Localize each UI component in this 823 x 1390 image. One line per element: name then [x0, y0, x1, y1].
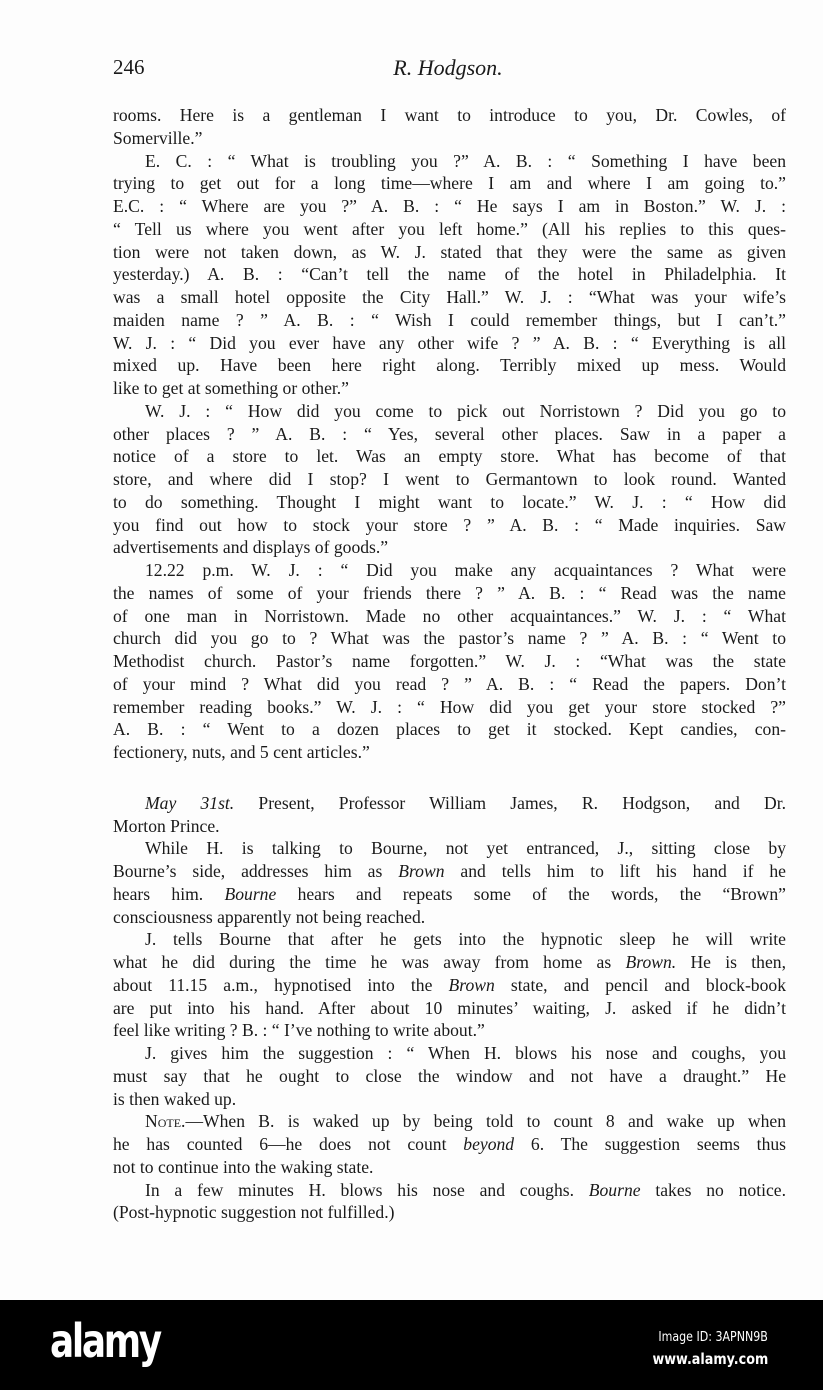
italic-text: May 31st.: [145, 792, 235, 813]
text-line: W. J. : “ How did you come to pick out Norristown ? Did you go to: [145, 400, 786, 421]
text-segment: takes no notice.: [640, 1179, 786, 1200]
text-line: Somerville.”: [113, 127, 203, 148]
italic-text: Bourne: [588, 1179, 641, 1200]
text-segment: state, and pencil and block-book: [494, 974, 786, 995]
text-line: of one man in Norristown. Made no other acquaintances.” W. J. : “ What: [113, 605, 786, 626]
text-line: to do something. Thought I might want to locate.” W. J. : “ How did: [113, 491, 786, 512]
text-line: Methodist church. Pastor’s name forgotten.” W. J. : “What was the state: [113, 651, 786, 671]
text-segment: what he did during the time he was away from home as: [113, 952, 626, 972]
text-line: mixed up. Have been here right along. Terribly mixed up mess. Would: [113, 355, 786, 376]
text-line: “ Tell us where you went after you left home.” (All his replies to this ques-: [113, 218, 786, 239]
text-line: of your mind ? What did you read ? ” A. B. : “ Read the papers. Don’t: [113, 673, 786, 694]
site-url: www.alamy.com: [652, 1350, 768, 1368]
paragraph: [113, 400, 786, 559]
text-segment: 6. The suggestion seems thus: [514, 1134, 787, 1154]
text-segment: he has counted 6—he does not count: [113, 1134, 464, 1154]
paragraph: [113, 1179, 786, 1225]
text-line: Morton Prince.: [113, 815, 220, 836]
paragraph: [113, 837, 786, 928]
running-title: R. Hodgson.: [393, 55, 503, 80]
text-line: you find out how to stock your store ? ” A. B. : “ Made inquiries. Saw: [113, 514, 786, 535]
text-line: advertisements and displays of goods.”: [113, 537, 389, 558]
page-number: 246: [113, 55, 145, 79]
text-line: maiden name ? ” A. B. : “ Wish I could remember things, but I can’t.”: [113, 309, 786, 330]
text-line: rooms. Here is a gentleman I want to introduce to you, Dr. Cowles, of: [113, 105, 786, 125]
text-line: E. C. : “ What is troubling you ?” A. B. : “ Something I have been: [145, 150, 786, 171]
text-line: [113, 1110, 786, 1133]
text-line: [113, 792, 786, 815]
text-line: tion were not taken down, as W. J. stated that they were the same as given: [113, 241, 786, 262]
text-segment: Bourne’s side, addresses him as: [113, 861, 399, 881]
text-line: (Post-hypnotic suggestion not fulfilled.): [113, 1202, 395, 1223]
text-segment: and tells him to lift his hand if he: [444, 861, 786, 881]
text-segment: hears and repeats some of the words, the “Brown”: [276, 883, 786, 904]
watermark-banner: [0, 1300, 823, 1390]
text-segment: Present, Professor William James, R. Hodgson, and Dr.: [234, 792, 786, 813]
text-line: other places ? ” A. B. : “ Yes, several other places. Saw in a paper a: [113, 423, 786, 444]
paragraph: [113, 928, 786, 1042]
text-line: consciousness apparently not being reached.: [113, 906, 426, 927]
italic-text: Bourne: [224, 883, 277, 904]
text-segment: hears him.: [113, 883, 225, 904]
text-line: [113, 883, 786, 906]
paragraph: [113, 1042, 786, 1110]
text-line: yesterday.) A. B. : “Can’t tell the name of the hotel in Philadelphia. It: [113, 264, 786, 285]
paragraph: [113, 104, 786, 150]
small-caps-text: Note.: [145, 1111, 186, 1132]
paragraph: [113, 792, 786, 838]
text-line: trying to get out for a long time—where I am and where I am going to.”: [113, 173, 786, 194]
text-line: is then waked up.: [113, 1088, 237, 1109]
paragraph: [113, 1110, 786, 1178]
text-line: not to continue into the waking state.: [113, 1156, 374, 1177]
page-body: [113, 104, 786, 1224]
text-segment: In a few minutes H. blows his nose and coughs.: [145, 1179, 589, 1200]
italic-text: Brown: [398, 861, 445, 881]
text-segment: about 11.15 a.m., hypnotised into the: [113, 974, 449, 995]
text-line: was a small hotel opposite the City Hall.” W. J. : “What was your wife’s: [113, 287, 786, 307]
text-line: 12.22 p.m. W. J. : “ Did you make any acquaintances ? What were: [145, 560, 786, 580]
italic-text: Brown.: [625, 952, 677, 972]
text-segment: —When B. is waked up by being told to count 8 and wake up when: [185, 1111, 786, 1132]
text-line: [113, 974, 786, 997]
text-line: feel like writing ? B. : “ I’ve nothing to write about.”: [113, 1020, 485, 1041]
text-line: fectionery, nuts, and 5 cent articles.”: [113, 742, 370, 762]
text-line: store, and where did I stop? I went to Germantown to look round. Wanted: [113, 469, 786, 489]
text-line: J. gives him the suggestion : “ When H. blows his nose and coughs, you: [145, 1043, 786, 1063]
text-line: the names of some of your friends there ? ” A. B. : “ Read was the name: [113, 582, 786, 603]
text-segment: He is then,: [676, 952, 786, 972]
paragraph: [113, 559, 786, 764]
text-line: notice of a store to let. Was an empty store. What has become of that: [113, 446, 786, 467]
paragraph: [113, 150, 786, 400]
text-line: church did you go to ? What was the pastor’s name ? ” A. B. : “ Went to: [113, 628, 786, 649]
text-line: remember reading books.” W. J. : “ How did you get your store stocked ?”: [113, 696, 786, 717]
text-line: W. J. : “ Did you ever have any other wife ? ” A. B. : “ Everything is all: [113, 332, 786, 353]
image-id: Image ID: 3APNN9B: [658, 1330, 768, 1345]
text-line: are put into his hand. After about 10 minutes’ waiting, J. asked if he didn’t: [113, 997, 786, 1018]
text-line: [113, 1179, 786, 1202]
text-line: must say that he ought to close the window and not have a draught.” He: [113, 1065, 786, 1086]
text-line: [113, 951, 786, 974]
italic-text: Brown: [448, 974, 495, 995]
text-line: [113, 1133, 786, 1156]
text-line: like to get at something or other.”: [113, 378, 349, 398]
text-line: E.C. : “ Where are you ?” A. B. : “ He says I am in Boston.” W. J. :: [113, 196, 786, 216]
italic-text: beyond: [463, 1134, 515, 1154]
text-line: J. tells Bourne that after he gets into the hypnotic sleep he will write: [145, 929, 786, 950]
alamy-logo: alamy: [50, 1314, 160, 1368]
text-line: A. B. : “ Went to a dozen places to get it stocked. Kept candies, con-: [113, 719, 786, 740]
text-line: While H. is talking to Bourne, not yet entranced, J., sitting close by: [145, 838, 786, 859]
text-line: [113, 860, 786, 883]
